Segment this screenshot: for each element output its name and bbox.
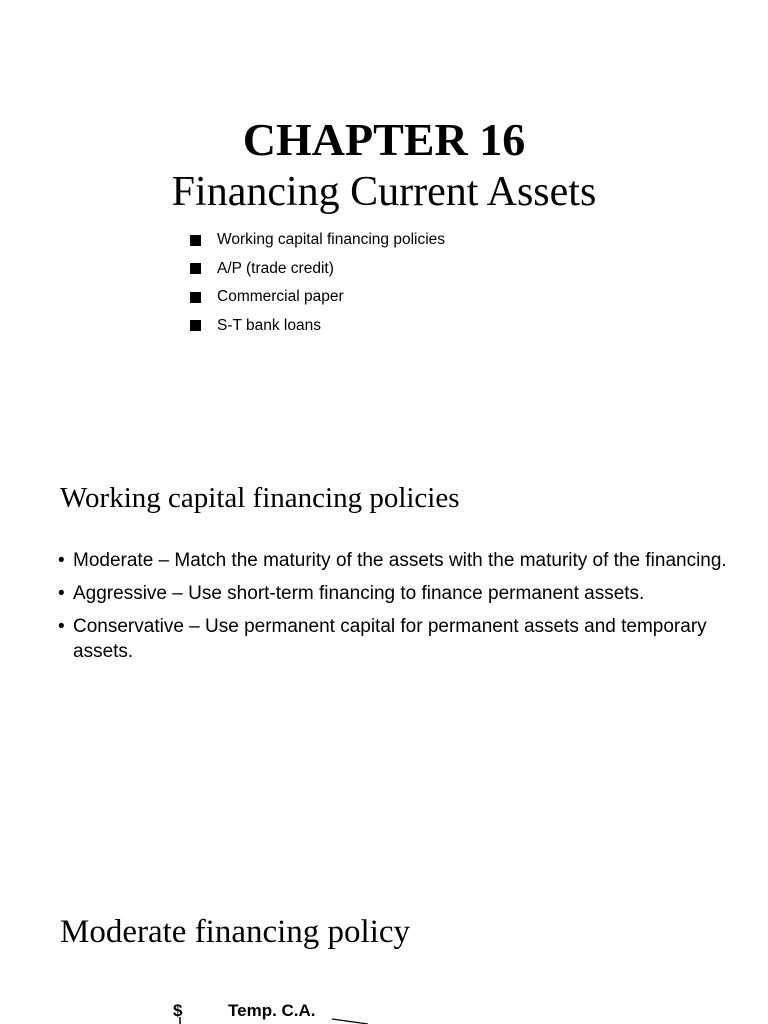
list-item [190,283,445,312]
moderate-policy-slide [0,900,768,1024]
list-item [190,255,445,284]
topic-label: Commercial paper [217,288,344,306]
chapter-subtitle: Financing Current Assets [171,169,597,215]
bullet-icon: • [58,550,65,571]
slide-heading: Working capital financing policies [60,482,460,514]
bullet-icon: • [58,583,65,604]
chapter-title-slide [0,0,768,400]
list-item [58,548,738,573]
list-item [190,312,445,341]
y-axis-symbol: $ [173,1001,183,1020]
list-item [190,226,445,255]
policy-text: Aggressive – Use short-term financing to finance permanent assets. [73,583,645,604]
policies-slide [0,440,768,860]
list-item [58,614,738,664]
policy-text: Conservative – Use permanent capital for permanent assets and temporary assets. [73,616,707,662]
topic-label: A/P (trade credit) [217,259,334,277]
list-item [58,581,738,606]
temp-ca-label: Temp. C.A. [228,1001,316,1020]
slide-heading: Moderate financing policy [60,914,411,950]
square-bullet-icon [190,235,201,246]
policy-text: Moderate – Match the maturity of the assets with the maturity of the financing. [73,550,727,571]
topic-label: Working capital financing policies [217,231,446,249]
policy-list [58,548,738,672]
square-bullet-icon [190,263,201,274]
chapter-title: CHAPTER 16 [242,114,526,165]
label-leader-line [332,1019,368,1024]
topic-label: S-T bank loans [217,316,321,334]
square-bullet-icon [190,292,201,303]
topic-list [190,226,445,340]
bullet-icon: • [58,616,65,637]
square-bullet-icon [190,320,201,331]
